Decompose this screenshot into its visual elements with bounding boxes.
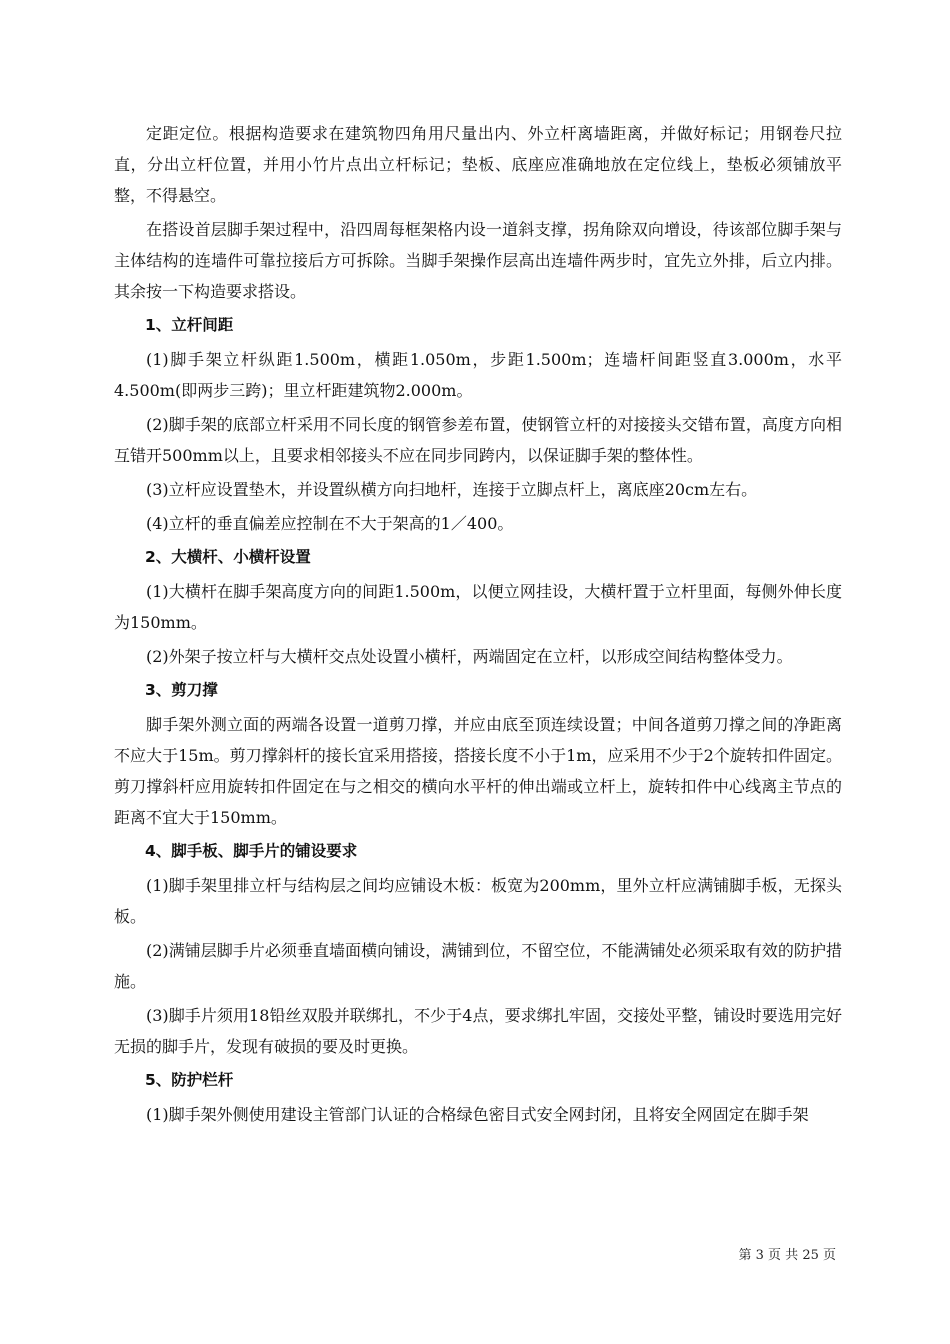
- page-footer: 第 3 页 共 25 页: [738, 1248, 836, 1263]
- paragraph: (2)脚手架的底部立杆采用不同长度的钢管参差布置，使钢管立杆的对接接头交错布置，高度方向相互错开500mm以上，且要求相邻接头不应在同步同跨内，以保证脚手架的整体性。: [114, 415, 842, 465]
- paragraph: 定距定位。根据构造要求在建筑物四角用尺量出内、外立杆离墙距离，并做好标记；用钢卷尺拉直，分出立杆位置，并用小竹片点出立杆标记；垫板、底座应准确地放在定位线上，垫板必须铺放平整，不得悬空。: [114, 124, 842, 205]
- paragraph: (1)脚手架外侧使用建设主管部门认证的合格绿色密目式安全网封闭，且将安全网固定在脚手架: [146, 1105, 809, 1124]
- section-heading: 3、剪刀撑: [145, 681, 218, 699]
- paragraph: (2)外架子按立杆与大横杆交点处设置小横杆，两端固定在立杆，以形成空间结构整体受力。: [146, 647, 793, 666]
- paragraph: (4)立杆的垂直偏差应控制在不大于架高的1／400。: [146, 514, 514, 533]
- paragraph: 脚手架外测立面的两端各设置一道剪刀撑，并应由底至顶连续设置；中间各道剪刀撑之间的净距离不应大于15m。剪刀撑斜杆的接长宜采用搭接，搭接长度不小于1m，应采用不少于2个旋转扣件固定。剪刀撑斜杆应用旋转扣件固定在与之相交的横向水平杆的伸出端或立杆上，旋转扣件中心线离主节点的距离不宜大于150mm。: [114, 715, 842, 827]
- paragraph: (1)脚手架立杆纵距1.500m，横距1.050m，步距1.500m；连墙杆间距竖直3.000m，水平4.500m(即两步三跨)；里立杆距建筑物2.000m。: [114, 350, 842, 400]
- section-heading: 5、防护栏杆: [145, 1071, 234, 1089]
- section-heading: 1、立杆间距: [145, 316, 234, 334]
- section-heading: 2、大横杆、小横杆设置: [145, 548, 311, 566]
- paragraph: (2)满铺层脚手片必须垂直墙面横向铺设，满铺到位，不留空位，不能满铺处必须采取有效的防护措施。: [114, 941, 842, 991]
- section-heading: 4、脚手板、脚手片的铺设要求: [145, 842, 358, 860]
- paragraph: (1)大横杆在脚手架高度方向的间距1.500m，以便立网挂设，大横杆置于立杆里面，每侧外伸长度为150mm。: [114, 582, 842, 632]
- paragraph: (3)立杆应设置垫木，并设置纵横方向扫地杆，连接于立脚点杆上，离底座20cm左右。: [146, 480, 758, 499]
- paragraph: (3)脚手片须用18铅丝双股并联绑扎，不少于4点，要求绑扎牢固，交接处平整，铺设时要选用完好无损的脚手片，发现有破损的要及时更换。: [114, 1006, 842, 1056]
- paragraph: (1)脚手架里排立杆与结构层之间均应铺设木板：板宽为200mm，里外立杆应满铺脚手板，无探头板。: [114, 876, 842, 926]
- paragraph: 在搭设首层脚手架过程中，沿四周每框架格内设一道斜支撑，拐角除双向增设，待该部位脚手架与主体结构的连墙件可靠拉接后方可拆除。当脚手架操作层高出连墙件两步时，宜先立外排，后立内排。其余按一下构造要求搭设。: [114, 220, 842, 301]
- document-body: [114, 118, 842, 1133]
